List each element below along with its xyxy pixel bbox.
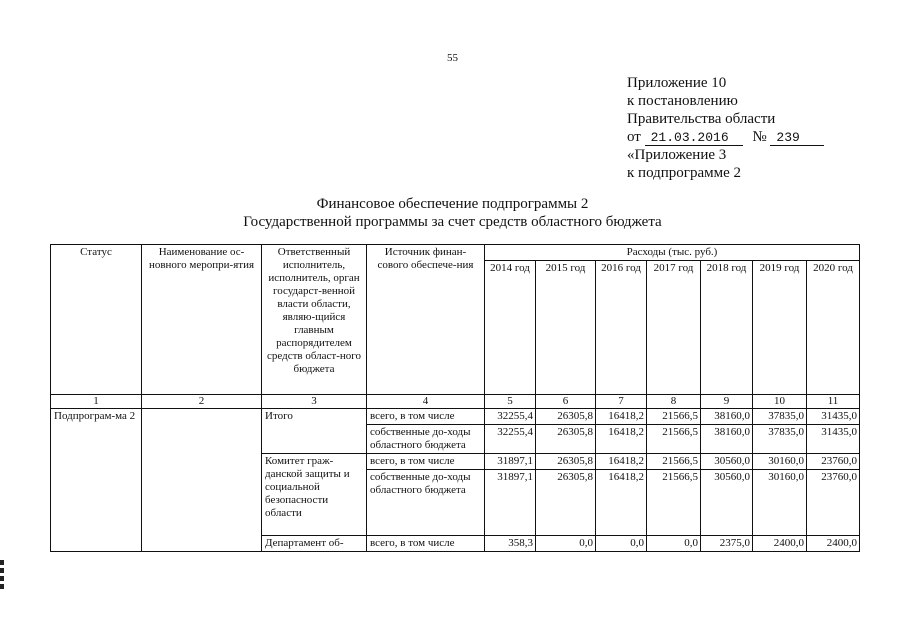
appendix-line-5: «Приложение 3 <box>627 147 727 163</box>
executor-cell: Итого <box>262 409 367 454</box>
status-cell: Подпрограм-ма 2 <box>51 409 142 552</box>
value-cell: 30160,0 <box>753 470 807 536</box>
value-cell: 0,0 <box>536 536 596 552</box>
value-cell: 30560,0 <box>701 454 753 470</box>
value-cell: 38160,0 <box>701 425 753 454</box>
header-event: Наименование ос-новного меропри-ятия <box>142 245 262 395</box>
header-year: 2016 год <box>596 261 647 395</box>
value-cell: 2400,0 <box>753 536 807 552</box>
value-cell: 16418,2 <box>596 454 647 470</box>
title-line-1: Финансовое обеспечение подпрограммы 2 <box>316 196 589 212</box>
value-cell: 26305,8 <box>536 409 596 425</box>
value-cell: 26305,8 <box>536 454 596 470</box>
scan-mark <box>0 568 4 573</box>
value-cell: 37835,0 <box>753 425 807 454</box>
header-expenses: Расходы (тыс. руб.) <box>485 245 860 261</box>
column-index: 2 <box>142 395 262 409</box>
value-cell: 0,0 <box>647 536 701 552</box>
column-index: 11 <box>807 395 860 409</box>
column-index: 8 <box>647 395 701 409</box>
value-cell: 30560,0 <box>701 470 753 536</box>
document-title <box>0 195 905 231</box>
value-cell: 32255,4 <box>485 409 536 425</box>
source-cell: всего, в том числе <box>367 536 485 552</box>
title-line-2: Государственной программы за счет средств областного бюджета <box>243 214 662 230</box>
header-year: 2018 год <box>701 261 753 395</box>
column-index: 4 <box>367 395 485 409</box>
column-index: 3 <box>262 395 367 409</box>
value-cell: 31897,1 <box>485 470 536 536</box>
source-cell: всего, в том числе <box>367 409 485 425</box>
header-year: 2017 год <box>647 261 701 395</box>
value-cell: 26305,8 <box>536 425 596 454</box>
scan-edge-marks <box>0 560 4 610</box>
resolution-number: 239 <box>770 131 824 146</box>
appendix-line-6: к подпрограмме 2 <box>627 165 741 181</box>
column-index: 7 <box>596 395 647 409</box>
resolution-date: 21.03.2016 <box>645 131 743 146</box>
value-cell: 21566,5 <box>647 409 701 425</box>
finance-table-wrapper <box>50 244 860 552</box>
scan-mark <box>0 584 4 589</box>
value-cell: 21566,5 <box>647 454 701 470</box>
value-cell: 23760,0 <box>807 454 860 470</box>
appendix-date-line <box>627 128 824 146</box>
source-cell: всего, в том числе <box>367 454 485 470</box>
event-cell <box>142 409 262 552</box>
source-cell: собственные до-ходы областного бюджета <box>367 425 485 454</box>
value-cell: 31897,1 <box>485 454 536 470</box>
value-cell: 21566,5 <box>647 470 701 536</box>
column-index-row <box>51 395 860 409</box>
value-cell: 358,3 <box>485 536 536 552</box>
column-index: 10 <box>753 395 807 409</box>
column-index: 5 <box>485 395 536 409</box>
appendix-line-3: Правительства области <box>627 111 776 127</box>
executor-cell: Департамент об- <box>262 536 367 552</box>
finance-table <box>50 244 860 552</box>
value-cell: 23760,0 <box>807 470 860 536</box>
page-number: 55 <box>447 52 458 64</box>
value-cell: 26305,8 <box>536 470 596 536</box>
scan-mark <box>0 576 4 581</box>
number-label: № <box>752 129 767 145</box>
column-index: 1 <box>51 395 142 409</box>
value-cell: 30160,0 <box>753 454 807 470</box>
value-cell: 31435,0 <box>807 409 860 425</box>
source-cell: собственные до-ходы областного бюджета <box>367 470 485 536</box>
column-index: 9 <box>701 395 753 409</box>
value-cell: 32255,4 <box>485 425 536 454</box>
header-row-1 <box>51 245 860 261</box>
table-row <box>51 409 860 425</box>
value-cell: 16418,2 <box>596 425 647 454</box>
value-cell: 2375,0 <box>701 536 753 552</box>
appendix-line-2: к постановлению <box>627 93 738 109</box>
header-year: 2015 год <box>536 261 596 395</box>
header-year: 2019 год <box>753 261 807 395</box>
appendix-line-1: Приложение 10 <box>627 75 727 91</box>
value-cell: 31435,0 <box>807 425 860 454</box>
from-label: от <box>627 129 641 145</box>
header-year: 2014 год <box>485 261 536 395</box>
appendix-block <box>627 74 824 182</box>
executor-cell: Комитет граж-данской защиты и социальной безопасности области <box>262 454 367 536</box>
value-cell: 16418,2 <box>596 470 647 536</box>
value-cell: 0,0 <box>596 536 647 552</box>
header-source: Источник финан-сового обеспече-ния <box>367 245 485 395</box>
value-cell: 37835,0 <box>753 409 807 425</box>
column-index: 6 <box>536 395 596 409</box>
header-status: Статус <box>51 245 142 395</box>
value-cell: 38160,0 <box>701 409 753 425</box>
value-cell: 16418,2 <box>596 409 647 425</box>
header-executor: Ответственный исполнитель, исполнитель, орган государст-венной власти области, являю-щийся главным распорядителем средств област-ного бюджета <box>262 245 367 395</box>
value-cell: 2400,0 <box>807 536 860 552</box>
header-year: 2020 год <box>807 261 860 395</box>
scan-mark <box>0 560 4 565</box>
value-cell: 21566,5 <box>647 425 701 454</box>
